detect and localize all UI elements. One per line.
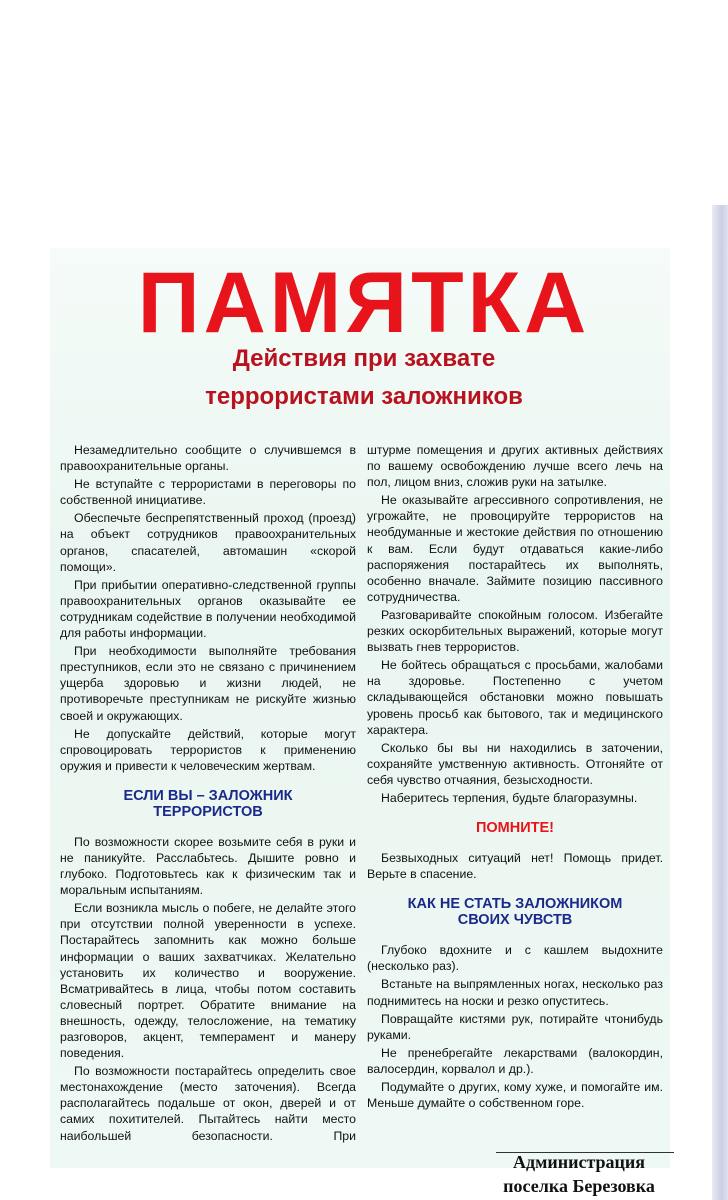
memo-subtitle-line2: террористами заложников (205, 383, 523, 410)
signature-line1: Администрация (512, 1152, 646, 1172)
remember-text: Безвыходных ситуаций нет! Помощь придет. Верьте в спасение. (367, 851, 663, 882)
hostage-heading-line1: ЕСЛИ ВЫ – ЗАЛОЖНИК (123, 787, 293, 804)
intro-paragraph: При необходимости выполняйте требования преступников, если это не связано с причинением ущерба здоровью и жизни людей, не противоречьте преступникам не рискуйте жизнью своей и окружающих. (60, 644, 356, 723)
intro-paragraph: Не допускайте действий, которые могут спровоцировать террористов к применению оружия и привести к человеческим жертвам. (60, 726, 356, 773)
behavior-paragraph: Не оказывайте агрессивного сопротивления, не угрожайте, не провоцируйте террористов на необдуманные и жестокие действия по отношению к вам. Если будут отдаваться какие-либо распоряжения постарайтесь их выполнять, особенно вначале. Займите позицию пассивного сотрудничества. (367, 493, 663, 604)
feelings-paragraph: Глубоко вдохните и с кашлем выдохните (несколько раз). (367, 943, 663, 974)
intro-paragraph: Обеспечьте беспрепятственный проход (проезд) на объект сотрудников правоохранительных органов, спасателей, автомашин «скорой помощи». (60, 511, 356, 574)
intro-paragraph: Незамедлительно сообщите о случившемся в правоохранительные органы. (60, 443, 356, 474)
hostage-section-heading (60, 788, 356, 820)
intro-paragraph: Не вступайте с террористами в переговоры по собственной инициативе. (60, 477, 356, 508)
feelings-paragraph: Встаньте на выпрямленных ногах, несколько раз поднимитесь на носки и резко опуститесь. (367, 977, 663, 1008)
behavior-paragraph: Не бойтесь обращаться с просьбами, жалобами на здоровье. Постепенно с учетом складывающейся обстановки можно повышать уровень просьб как бытового, так и медицинского характера. (367, 658, 663, 737)
feelings-paragraph: Повращайте кистями рук, потирайте чтонибудь руками. (367, 1011, 663, 1042)
hostage-paragraph: По возможности скорее возьмите себя в руки и не паникуйте. Расслабьтесь. Дышите ровно и глубоко. Подготовьтесь как к физическим так и моральным испытаниям. (60, 834, 356, 898)
memo-title: ПАМЯТКА (137, 255, 591, 351)
continuation-paragraph: штурме помещения и других активных действиях по вашему освобождению лучше всего лечь на пол, лицом вниз, сложив руки на затылке. (367, 443, 663, 490)
right-column (367, 442, 663, 1113)
left-column (60, 442, 356, 1146)
signature-line2: поселка Березовка (503, 1176, 655, 1196)
memo-subtitle-line1: Действия при захвате (232, 345, 496, 372)
behavior-paragraph: Наберитесь терпения, будьте благоразумны. (381, 790, 638, 805)
feelings-heading-line1: КАК НЕ СТАТЬ ЗАЛОЖНИКОМ (407, 896, 623, 913)
intro-paragraph: При прибытии оперативно-следственной группы правоохранительных органов оказывайте ее сотрудникам содействие в получении необходимой для работы информации. (60, 577, 356, 641)
hostage-paragraph: Если возникла мысль о побеге, не делайте этого при отсутствии полной уверенности в успехе. Постарайтесь запомнить как можно больше информации о ваших захватчиках. Желательно установить их количество и вооружение. Всматривайтесь в лица, чтобы потом составить словесный портрет. Обратите внимание на внешность, одежду, телосложение, на тематику разговоров, акцент, темперамент и манеру поведения. (60, 901, 356, 1061)
behavior-paragraph: Разговаривайте спокойным голосом. Избегайте резких оскорбительных выражений, которые могут вызвать гнев террористов. (367, 607, 663, 655)
feelings-heading-line2: СВОИХ ЧУВСТВ (457, 912, 573, 929)
remember-heading: ПОМНИТЕ! (475, 820, 555, 837)
feelings-paragraph: Подумайте о других, кому хуже, и помогайте им. Меньше думайте о собственном горе. (367, 1080, 663, 1111)
hostage-paragraph: По возможности постарайтесь определить свое местонахождение (место заточения). Всегда располагайтесь подальше от окон, дверей и от самих похитителей. Пытайтесь найти место наибольшей безопасности. При (60, 1064, 356, 1143)
hostage-heading-line2: ТЕРРОРИСТОВ (153, 803, 263, 820)
signature-block (468, 1150, 690, 1198)
feelings-paragraph: Не пренебрегайте лекарствами (валокордин, валосердин, корвалол и др.). (367, 1045, 663, 1076)
feelings-section-heading (367, 896, 663, 928)
behavior-paragraph: Сколько бы вы ни находились в заточении, сохраняйте умственную активность. Отгоняйте от себя чувство отчаяния, безысходности. (367, 740, 663, 787)
